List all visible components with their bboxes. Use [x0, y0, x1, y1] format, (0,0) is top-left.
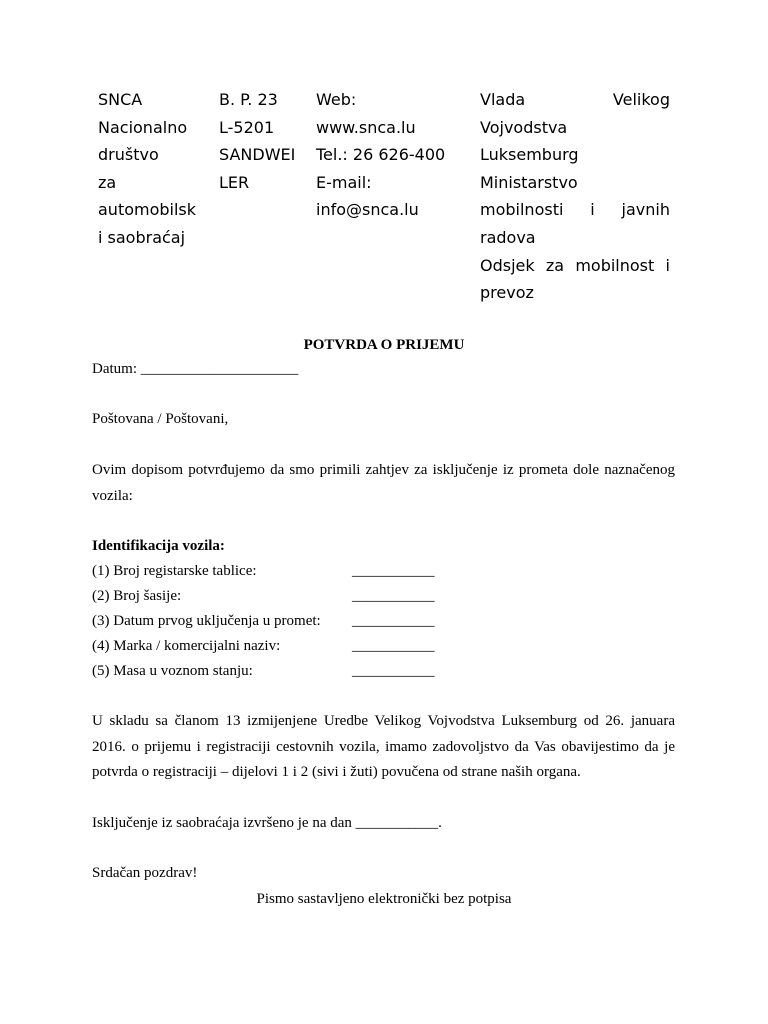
exclusion-line: Isključenje iz saobraćaja izvršeno je na dan ___________. — [92, 815, 442, 831]
authority-word: mobilnosti — [480, 200, 564, 220]
authority-line — [480, 86, 670, 114]
org-line: društvo — [98, 145, 159, 165]
ident-item-blank: ___________ — [352, 663, 435, 679]
authority-word: Velikog — [612, 90, 670, 109]
ident-item-label: (5) Masa u voznom stanju: — [92, 663, 253, 679]
address-line: SANDWEI — [219, 145, 296, 165]
authority-word: Vlada — [480, 90, 526, 109]
intro-paragraph: Ovim dopisom potvrđujemo da smo primili zahtjev za isključenje iz prometa dole naznačenog vozila: — [92, 462, 675, 504]
authority-line: Luksemburg — [480, 145, 579, 165]
salutation: Poštovana / Poštovani, — [92, 411, 229, 427]
regulation-paragraph: U skladu sa članom 13 izmijenjene Uredbe Velikog Vojvodstva Luksemburg od 26. januara 2016. o prijemu i registraciji cestovnih vozila, imamo zadovoljstvo da Vas obavijestimo da je potvrda o registraciji – dijelovi 1 i 2 (sivi i žuti) povučena od strane naših organa. — [92, 713, 675, 780]
contact-line: www.snca.lu — [316, 117, 416, 137]
address-line: B. P. 23 — [219, 90, 278, 109]
address-line: L-5201 — [219, 117, 275, 137]
authority-line — [480, 196, 670, 224]
authority-word: javnih — [621, 200, 670, 220]
date-line: Datum: _____________________ — [92, 361, 299, 377]
header-address — [219, 86, 309, 196]
identification-heading: Identifikacija vozila: — [92, 538, 225, 554]
authority-line: Ministarstvo — [480, 172, 578, 192]
authority-line: prevoz — [480, 283, 534, 303]
authority-word: i — [590, 200, 595, 220]
org-line: SNCA — [98, 90, 143, 109]
org-line: automobilsk — [98, 200, 197, 220]
header-authority — [480, 86, 670, 307]
contact-line: Tel.: 26 626-400 — [316, 145, 446, 165]
org-line: za — [98, 172, 117, 192]
authority-word: za — [545, 255, 565, 275]
ident-item-blank: ___________ — [352, 613, 435, 629]
authority-line — [480, 252, 670, 280]
ident-item-blank: ___________ — [352, 638, 435, 654]
contact-line: info@snca.lu — [316, 200, 419, 220]
ident-item-blank: ___________ — [352, 563, 435, 579]
header-contact — [316, 86, 466, 224]
address-line: LER — [219, 172, 250, 192]
ident-item-label: (4) Marka / komercijalni naziv: — [92, 638, 281, 654]
contact-line: Web: — [316, 90, 357, 109]
header-organization — [98, 86, 213, 252]
authority-line: radova — [480, 227, 536, 247]
ident-item-label: (2) Broj šasije: — [92, 588, 182, 604]
authority-word: i — [665, 255, 670, 275]
authority-word: Odsjek — [480, 255, 535, 275]
electronic-note: Pismo sastavljeno elektronički bez potpisa — [256, 891, 512, 907]
ident-item-blank: ___________ — [352, 588, 435, 604]
ident-item-label: (1) Broj registarske tablice: — [92, 563, 257, 579]
contact-line: E-mail: — [316, 172, 372, 192]
authority-word: mobilnost — [575, 255, 655, 275]
ident-item-label: (3) Datum prvog uključenja u promet: — [92, 613, 321, 629]
closing: Srdačan pozdrav! — [92, 865, 198, 881]
document-title: POTVRDA O PRIJEMU — [303, 337, 465, 353]
authority-line: Vojvodstva — [480, 117, 568, 137]
org-line: Nacionalno — [98, 117, 188, 137]
org-line: i saobraćaj — [98, 227, 186, 247]
